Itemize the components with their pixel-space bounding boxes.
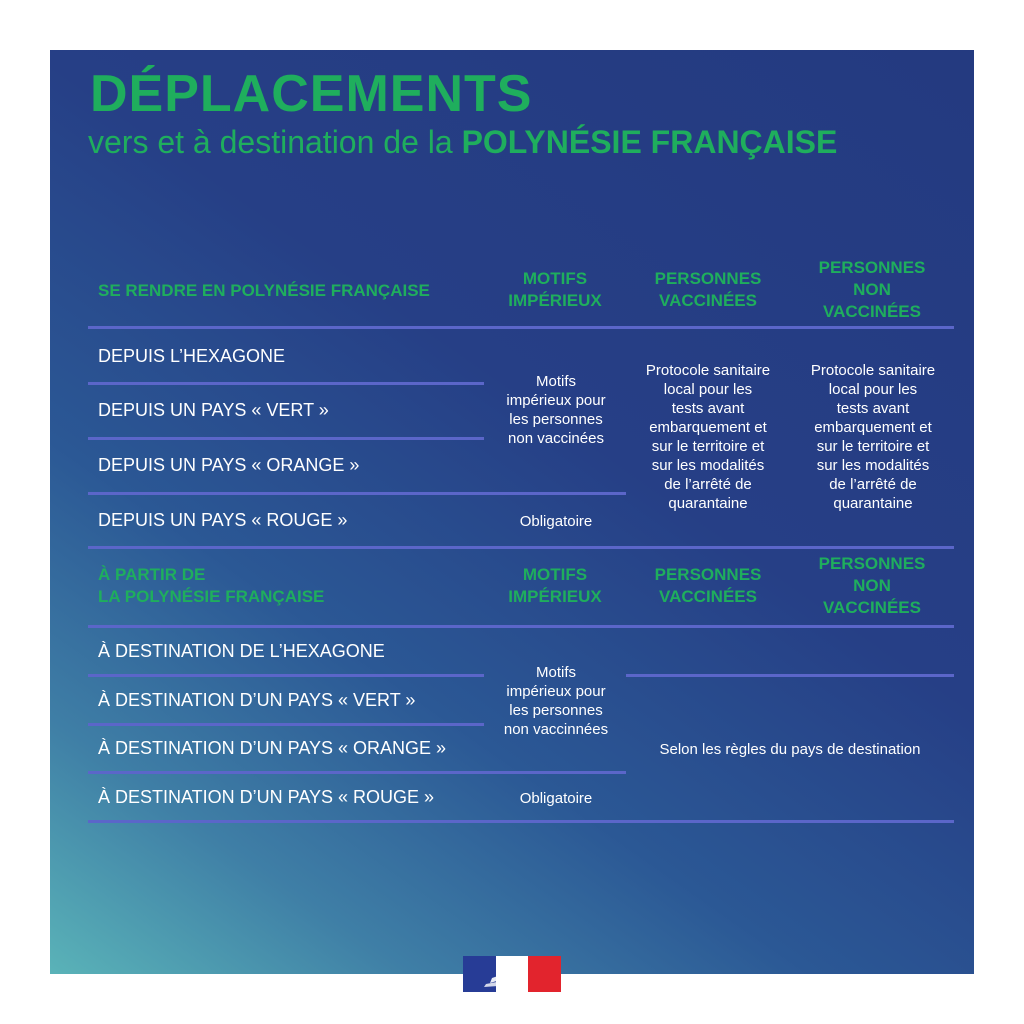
section2-col-vaccinees: PERSONNES VACCINÉES	[654, 565, 762, 606]
divider	[88, 625, 954, 628]
section2-obligatoire: Obligatoire	[519, 790, 593, 807]
section1-obligatoire: Obligatoire	[519, 513, 593, 530]
subtitle-prefix: vers et à destination de la	[88, 124, 453, 160]
section1-row-orange: DEPUIS UN PAYS « ORANGE »	[98, 455, 360, 475]
section1-row-hexagone: DEPUIS L’HEXAGONE	[98, 346, 286, 366]
divider	[88, 437, 484, 440]
divider	[88, 492, 626, 495]
subtitle	[88, 124, 837, 161]
section2-row-hexagone: À DESTINATION DE L’HEXAGONE	[98, 641, 385, 661]
section2-col-non-vaccinees: PERSONNES NON VACCINÉES	[818, 554, 926, 617]
section2-motifs-text: Motifs impérieux pour les personnes non vaccinnées	[503, 664, 609, 738]
section2-row-orange: À DESTINATION D’UN PAYS « ORANGE »	[98, 738, 447, 758]
title: DÉPLACEMENTS	[90, 65, 533, 123]
section1-heading: SE RENDRE EN POLYNÉSIE FRANÇAISE	[98, 281, 430, 300]
divider	[88, 820, 954, 823]
section1-row-rouge: DEPUIS UN PAYS « ROUGE »	[98, 510, 348, 530]
divider	[88, 326, 954, 329]
section2-row-rouge: À DESTINATION D’UN PAYS « ROUGE »	[98, 787, 435, 807]
marianne-profile-icon	[470, 956, 554, 992]
section2-regles: Selon les règles du pays de destination	[659, 741, 921, 758]
section2-heading: À PARTIR DE LA POLYNÉSIE FRANÇAISE	[98, 565, 325, 606]
section1-protocole-non-vaccinees: Protocole sanitaire local pour les tests avant embarquement et sur le territoire et sur les modalités de l’arrêté de quarantaine	[810, 362, 936, 512]
divider	[88, 382, 484, 385]
divider	[88, 674, 484, 677]
section2-row-vert: À DESTINATION D’UN PAYS « VERT »	[98, 690, 416, 710]
divider	[88, 723, 484, 726]
infographic-panel	[50, 50, 974, 974]
section1-motifs-text: Motifs impérieux pour les personnes non vaccinées	[506, 373, 606, 447]
subtitle-emphasis: POLYNÉSIE FRANÇAISE	[461, 124, 838, 160]
divider	[88, 771, 626, 774]
section2-col-motifs: MOTIFS IMPÉRIEUX	[508, 565, 602, 606]
section1-col-non-vaccinees: PERSONNES NON VACCINÉES	[818, 258, 926, 321]
section1-protocole-vaccinees: Protocole sanitaire local pour les tests avant embarquement et sur le territoire et sur les modalités de l’arrêté de quarantaine	[645, 362, 771, 512]
divider	[626, 674, 954, 677]
section1-col-vaccinees: PERSONNES VACCINÉES	[654, 269, 762, 310]
divider	[88, 546, 954, 549]
section1-row-vert: DEPUIS UN PAYS « VERT »	[98, 400, 329, 420]
section1-col-motifs: MOTIFS IMPÉRIEUX	[508, 269, 602, 310]
